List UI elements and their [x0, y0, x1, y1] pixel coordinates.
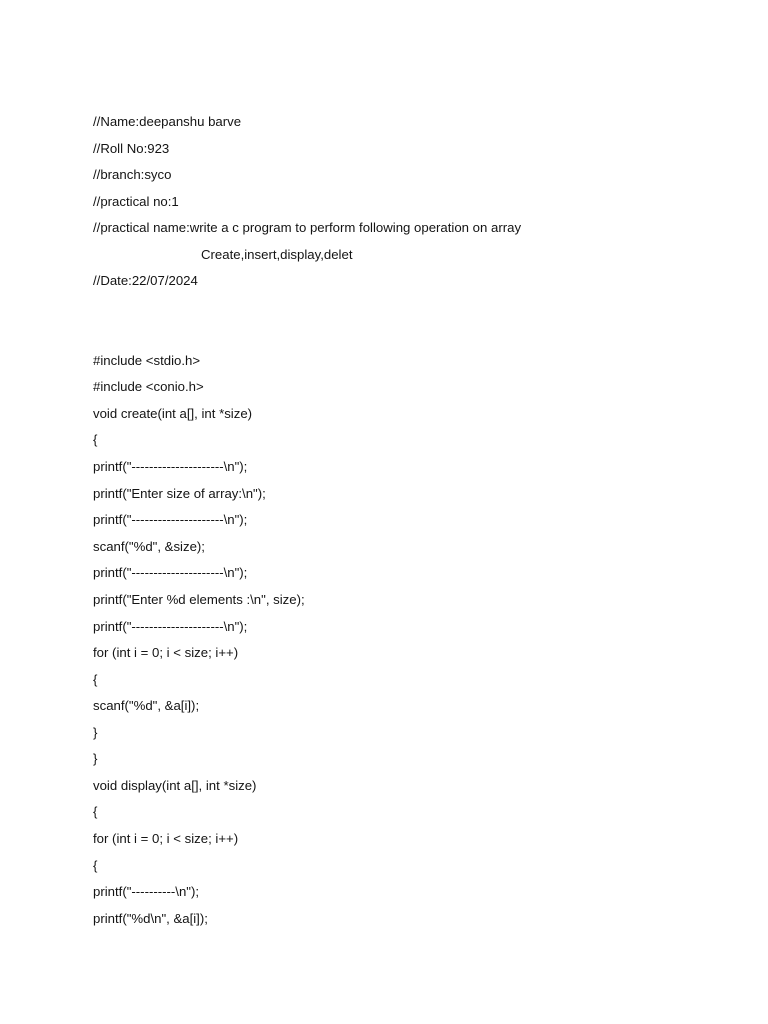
code-line: #include <conio.h>: [93, 379, 204, 394]
code-line: }: [93, 751, 98, 766]
header-name: //Name:deepanshu barve: [93, 114, 242, 129]
code-line: {: [93, 672, 98, 687]
code-line: void display(int a[], int *size): [93, 778, 257, 793]
header-practical-no: //practical no:1: [93, 194, 179, 209]
header-branch: //branch:syco: [93, 167, 172, 182]
code-line: void create(int a[], int *size): [93, 406, 253, 421]
code-line: printf("---------------------\n");: [93, 512, 248, 527]
code-line: }: [93, 725, 98, 740]
code-line: for (int i = 0; i < size; i++): [93, 831, 239, 846]
code-line: printf("Enter %d elements :\n", size);: [93, 592, 305, 607]
code-line: printf("---------------------\n");: [93, 619, 248, 634]
code-line: {: [93, 432, 98, 447]
code-line: printf("----------\n");: [93, 884, 200, 899]
code-line: scanf("%d", &a[i]);: [93, 698, 200, 713]
header-date: //Date:22/07/2024: [93, 273, 198, 288]
code-line: for (int i = 0; i < size; i++): [93, 645, 239, 660]
code-line: printf("%d\n", &a[i]);: [93, 911, 208, 926]
code-line: scanf("%d", &size);: [93, 539, 205, 554]
header-operations: Create,insert,display,delet: [201, 247, 353, 262]
header-practical-name: //practical name:write a c program to perform following operation on array: [93, 220, 522, 235]
code-line: printf("Enter size of array:\n");: [93, 486, 266, 501]
code-line: #include <stdio.h>: [93, 353, 201, 368]
code-line: printf("---------------------\n");: [93, 459, 248, 474]
code-line: printf("---------------------\n");: [93, 565, 248, 580]
header-roll-no: //Roll No:923: [93, 141, 170, 156]
code-line: {: [93, 858, 98, 873]
code-line: {: [93, 804, 98, 819]
